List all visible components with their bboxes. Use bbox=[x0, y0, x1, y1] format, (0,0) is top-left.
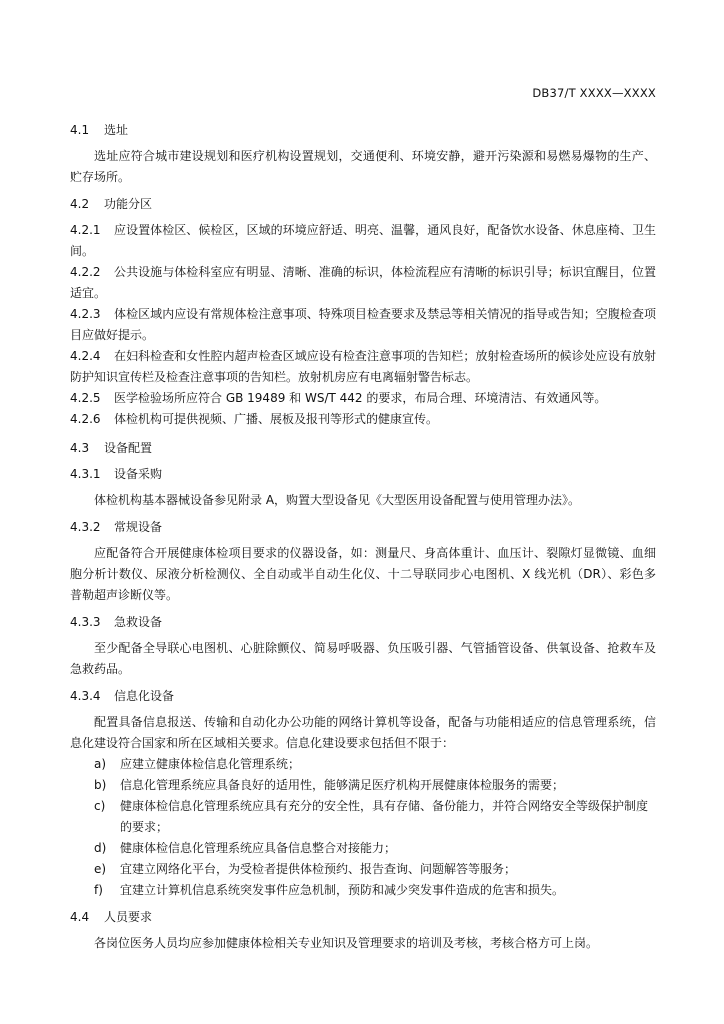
list-item-text: 应建立健康体检信息化管理系统； bbox=[120, 757, 301, 771]
heading-title: 选址 bbox=[104, 123, 129, 137]
document-body bbox=[70, 118, 656, 960]
heading-number: 4.3 bbox=[70, 441, 90, 455]
list-item-text: 健康体检信息化管理系统应具备信息整合对接能力； bbox=[120, 841, 397, 855]
heading-4-3-1 bbox=[70, 464, 656, 484]
heading-4-3 bbox=[70, 438, 656, 458]
clause-number: 4.2.6 bbox=[70, 412, 101, 426]
clause-text: 医学检验场所应符合 GB 19489 和 WS/T 442 的要求，布局合理、环境清洁、有效通风等。 bbox=[114, 391, 607, 405]
paragraph-site: 选址应符合城市建设规划和医疗机构设置规划，交通便利、环境安静，避开污染源和易燃易爆物的生产、贮存场所。 bbox=[70, 149, 656, 184]
clause-text: 公共设施与体检科室应有明显、清晰、准确的标识，体检流程应有清晰的标识引导；标识宜醒目，位置适宜。 bbox=[70, 265, 656, 300]
clause-4-2-5 bbox=[70, 388, 656, 409]
heading-4-1 bbox=[70, 120, 656, 140]
clause-text: 体检区域内应设有常规体检注意事项、特殊项目检查要求及禁忌等相关情况的指导或告知；空腹检查项目应做好提示。 bbox=[70, 307, 656, 342]
list-marker: a) bbox=[94, 757, 107, 771]
clause-4-2-4 bbox=[70, 346, 656, 388]
clause-number: 4.2.1 bbox=[70, 223, 101, 237]
heading-number: 4.3.4 bbox=[70, 689, 101, 703]
heading-4-3-3 bbox=[70, 612, 656, 632]
clause-4-2-6 bbox=[70, 409, 656, 430]
clause-number: 4.2.3 bbox=[70, 307, 101, 321]
list-marker: e) bbox=[94, 862, 107, 876]
heading-title: 信息化设备 bbox=[114, 689, 175, 703]
heading-number: 4.4 bbox=[70, 910, 90, 924]
clause-text: 体检机构可提供视频、广播、展板及报刊等形式的健康宣传。 bbox=[114, 412, 439, 426]
heading-title: 常规设备 bbox=[114, 520, 163, 534]
list-item bbox=[70, 775, 656, 796]
list-item-text: 信息化管理系统应具备良好的适用性，能够满足医疗机构开展健康体检服务的需要； bbox=[120, 778, 565, 792]
heading-title: 功能分区 bbox=[104, 197, 153, 211]
list-item bbox=[70, 880, 656, 901]
spacer bbox=[70, 430, 656, 436]
list-item-text: 宜建立计算机信息系统突发事件应急机制，预防和减少突发事件造成的危害和损失。 bbox=[120, 883, 565, 897]
clause-4-2-2 bbox=[70, 262, 656, 304]
requirements-list bbox=[70, 754, 656, 901]
heading-title: 设备采购 bbox=[114, 467, 163, 481]
paragraph-it-equipment: 配置具备信息报送、传输和自动化办公功能的网络计算机等设备，配备与功能相适应的信息管理系统，信息化建设符合国家和所在区域相关要求。信息化建设要求包括但不限于： bbox=[70, 715, 656, 750]
paragraph-routine-equipment: 应配备符合开展健康体检项目要求的仪器设备，如：测量尺、身高体重计、血压计、裂隙灯显微镜、血细胞分析计数仪、尿液分析检测仪、全自动或半自动生化仪、十二导联同步心电图机、X 线光机（DR）、彩色多普勒超声诊断仪等。 bbox=[70, 546, 656, 602]
document-code: DB37/T XXXX—XXXX bbox=[532, 86, 656, 100]
list-marker: f) bbox=[94, 883, 103, 897]
clause-4-2-3 bbox=[70, 304, 656, 346]
heading-number: 4.3.1 bbox=[70, 467, 101, 481]
heading-4-2 bbox=[70, 194, 656, 214]
paragraph-procurement: 体检机构基本器械设备参见附录 A，购置大型设备见《大型医用设备配置与使用管理办法》。 bbox=[94, 493, 581, 507]
heading-title: 急救设备 bbox=[114, 615, 163, 629]
list-item-text: 宜建立网络化平台，为受检者提供体检预约、报告查询、问题解答等服务； bbox=[120, 862, 517, 876]
list-item bbox=[70, 859, 656, 880]
heading-number: 4.3.2 bbox=[70, 520, 101, 534]
paragraph-emergency-equipment: 至少配备全导联心电图机、心脏除颤仪、简易呼吸器、负压吸引器、气管插管设备、供氧设备、抢救车及急救药品。 bbox=[70, 641, 656, 676]
heading-4-4 bbox=[70, 907, 656, 927]
paragraph-staff: 各岗位医务人员均应参加健康体检相关专业知识及管理要求的培训及考核，考核合格方可上岗。 bbox=[94, 936, 599, 950]
list-marker: c) bbox=[94, 799, 106, 813]
heading-title: 设备配置 bbox=[104, 441, 153, 455]
clause-number: 4.2.4 bbox=[70, 349, 101, 363]
clause-text: 应设置体检区、候检区，区域的环境应舒适、明亮、温馨，通风良好，配备饮水设备、休息座椅、卫生间。 bbox=[70, 223, 656, 258]
list-marker: d) bbox=[94, 841, 107, 855]
list-item bbox=[70, 796, 656, 838]
clause-number: 4.2.2 bbox=[70, 265, 101, 279]
list-item bbox=[70, 754, 656, 775]
list-marker: b) bbox=[94, 778, 107, 792]
heading-number: 4.2 bbox=[70, 197, 90, 211]
list-item-text: 健康体检信息化管理系统应具有充分的安全性，具有存储、备份能力，并符合网络安全等级保护制度的要求； bbox=[120, 799, 649, 834]
heading-number: 4.3.3 bbox=[70, 615, 101, 629]
heading-number: 4.1 bbox=[70, 123, 90, 137]
clause-number: 4.2.5 bbox=[70, 391, 101, 405]
heading-title: 人员要求 bbox=[104, 910, 153, 924]
list-item bbox=[70, 838, 656, 859]
clause-4-2-1 bbox=[70, 220, 656, 262]
heading-4-3-2 bbox=[70, 517, 656, 537]
clause-text: 在妇科检查和女性腔内超声检查区域应设有检查注意事项的告知栏；放射检查场所的候诊处应设有放射防护知识宣传栏及检查注意事项的告知栏。放射机房应有电离辐射警告标志。 bbox=[70, 349, 656, 384]
heading-4-3-4 bbox=[70, 686, 656, 706]
